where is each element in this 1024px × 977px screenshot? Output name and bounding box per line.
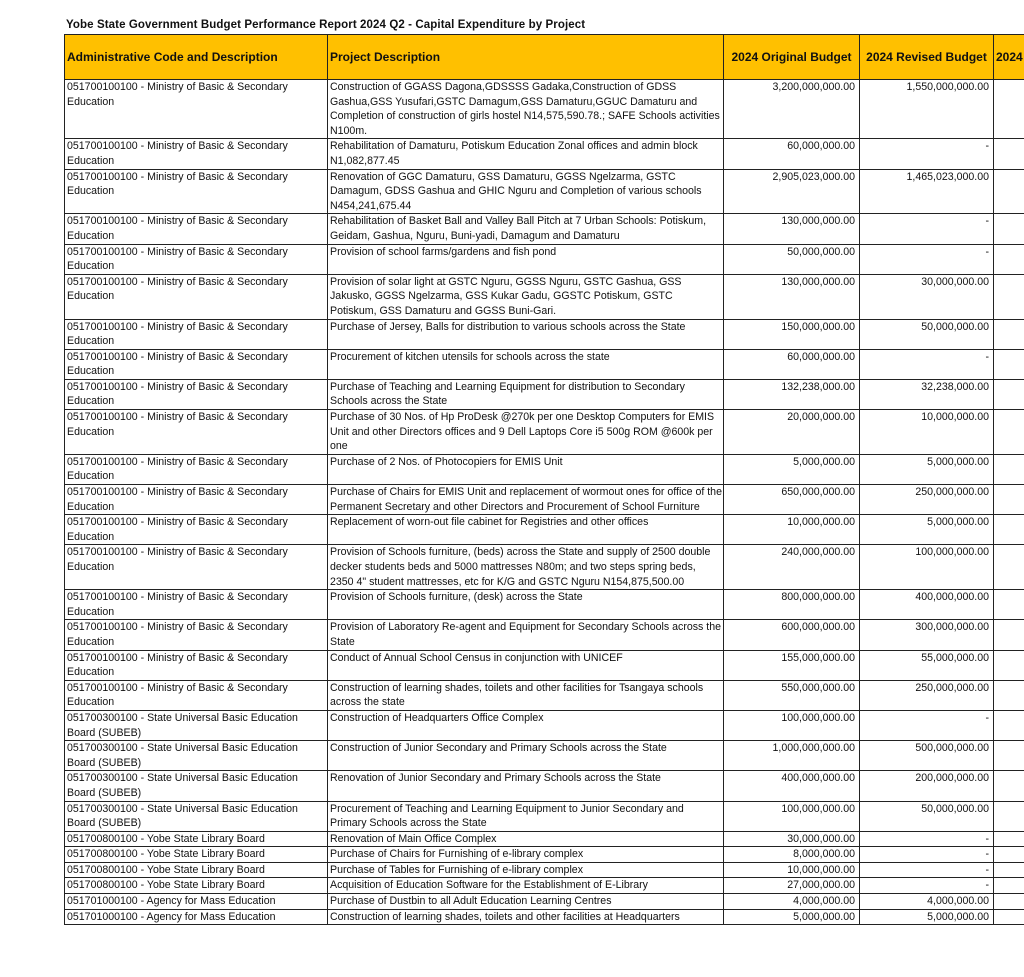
table-row bbox=[65, 680, 1024, 710]
original-budget-cell: 8,000,000.00 bbox=[724, 847, 860, 863]
project-description-cell: Purchase of Jersey, Balls for distribution to various schools across the State bbox=[328, 319, 724, 349]
column-header-2024-truncated: 2024 bbox=[994, 35, 1024, 80]
table-row bbox=[65, 485, 1024, 515]
truncated-column-cell bbox=[994, 894, 1024, 910]
original-budget-cell: 1,000,000,000.00 bbox=[724, 741, 860, 771]
admin-code-cell: 051700100100 - Ministry of Basic & Secondary Education bbox=[65, 244, 328, 274]
revised-budget-cell: 200,000,000.00 bbox=[860, 771, 994, 801]
original-budget-cell: 60,000,000.00 bbox=[724, 349, 860, 379]
truncated-column-cell bbox=[994, 801, 1024, 831]
project-description-cell: Renovation of GGC Damaturu, GSS Damaturu, GGSS Ngelzarma, GSTC Damagum, GDSS Gashua and GHIC Nguru and Completion of various schools N454,241,675.44 bbox=[328, 169, 724, 214]
truncated-column-cell bbox=[994, 620, 1024, 650]
revised-budget-cell: 1,465,023,000.00 bbox=[860, 169, 994, 214]
admin-code-cell: 051700800100 - Yobe State Library Board bbox=[65, 847, 328, 863]
project-description-cell: Construction of learning shades, toilets and other facilities for Tsangaya schools across the state bbox=[328, 680, 724, 710]
truncated-column-cell bbox=[994, 847, 1024, 863]
project-description-cell: Rehabilitation of Basket Ball and Valley Ball Pitch at 7 Urban Schools: Potiskum, Geidam, Gashua, Nguru, Buni-yadi, Damagum and Damaturu bbox=[328, 214, 724, 244]
admin-code-cell: 051700100100 - Ministry of Basic & Secondary Education bbox=[65, 139, 328, 169]
project-description-cell: Procurement of kitchen utensils for schools across the state bbox=[328, 349, 724, 379]
revised-budget-cell: 250,000,000.00 bbox=[860, 680, 994, 710]
admin-code-cell: 051700300100 - State Universal Basic Education Board (SUBEB) bbox=[65, 771, 328, 801]
truncated-column-cell bbox=[994, 379, 1024, 409]
original-budget-cell: 800,000,000.00 bbox=[724, 590, 860, 620]
admin-code-cell: 051700100100 - Ministry of Basic & Secondary Education bbox=[65, 410, 328, 455]
table-row bbox=[65, 894, 1024, 910]
original-budget-cell: 10,000,000.00 bbox=[724, 862, 860, 878]
revised-budget-cell: - bbox=[860, 878, 994, 894]
admin-code-cell: 051700100100 - Ministry of Basic & Secondary Education bbox=[65, 379, 328, 409]
project-description-cell: Provision of Schools furniture, (beds) across the State and supply of 2500 double decker students beds and 5000 mattresses N80m; and two steps spring beds, 2350 4" student mattresses, etc for K/G and GSTC Nguru N154,875,500.00 bbox=[328, 545, 724, 590]
column-header-revised-budget: 2024 Revised Budget bbox=[860, 35, 994, 80]
original-budget-cell: 5,000,000.00 bbox=[724, 454, 860, 484]
table-row bbox=[65, 379, 1024, 409]
truncated-column-cell bbox=[994, 169, 1024, 214]
revised-budget-cell: - bbox=[860, 831, 994, 847]
project-description-cell: Provision of Laboratory Re-agent and Equipment for Secondary Schools across the State bbox=[328, 620, 724, 650]
table-row bbox=[65, 454, 1024, 484]
truncated-column-cell bbox=[994, 878, 1024, 894]
truncated-column-cell bbox=[994, 710, 1024, 740]
admin-code-cell: 051700100100 - Ministry of Basic & Secondary Education bbox=[65, 650, 328, 680]
original-budget-cell: 50,000,000.00 bbox=[724, 244, 860, 274]
table-row bbox=[65, 590, 1024, 620]
original-budget-cell: 150,000,000.00 bbox=[724, 319, 860, 349]
project-description-cell: Provision of Schools furniture, (desk) across the State bbox=[328, 590, 724, 620]
admin-code-cell: 051700300100 - State Universal Basic Education Board (SUBEB) bbox=[65, 741, 328, 771]
original-budget-cell: 2,905,023,000.00 bbox=[724, 169, 860, 214]
revised-budget-cell: 400,000,000.00 bbox=[860, 590, 994, 620]
original-budget-cell: 30,000,000.00 bbox=[724, 831, 860, 847]
revised-budget-cell: 300,000,000.00 bbox=[860, 620, 994, 650]
column-header-admin-code: Administrative Code and Description bbox=[65, 35, 328, 80]
project-description-cell: Rehabilitation of Damaturu, Potiskum Education Zonal offices and admin block N1,082,877.45 bbox=[328, 139, 724, 169]
table-row bbox=[65, 274, 1024, 319]
project-description-cell: Provision of school farms/gardens and fish pond bbox=[328, 244, 724, 274]
project-description-cell: Acquisition of Education Software for the Establishment of E-Library bbox=[328, 878, 724, 894]
revised-budget-cell: 50,000,000.00 bbox=[860, 319, 994, 349]
table-row bbox=[65, 620, 1024, 650]
table-row bbox=[65, 319, 1024, 349]
project-description-cell: Provision of solar light at GSTC Nguru, GGSS Nguru, GSTC Gashua, GSS Jakusko, GGSS Ngelzarma, GSS Kukar Gadu, GGSTC Potiskum, GSTC Potiskum, GSS Damaturu and GGSS Buni-Gari. bbox=[328, 274, 724, 319]
project-description-cell: Purchase of Dustbin to all Adult Education Learning Centres bbox=[328, 894, 724, 910]
admin-code-cell: 051700800100 - Yobe State Library Board bbox=[65, 878, 328, 894]
original-budget-cell: 100,000,000.00 bbox=[724, 801, 860, 831]
original-budget-cell: 650,000,000.00 bbox=[724, 485, 860, 515]
project-description-cell: Purchase of 2 Nos. of Photocopiers for EMIS Unit bbox=[328, 454, 724, 484]
project-description-cell: Purchase of Chairs for EMIS Unit and replacement of wormout ones for office of the Permanent Secretary and other Directors and Procurement of School Furniture bbox=[328, 485, 724, 515]
column-header-project-description: Project Description bbox=[328, 35, 724, 80]
table-row bbox=[65, 244, 1024, 274]
original-budget-cell: 550,000,000.00 bbox=[724, 680, 860, 710]
admin-code-cell: 051700100100 - Ministry of Basic & Secondary Education bbox=[65, 620, 328, 650]
revised-budget-cell: - bbox=[860, 710, 994, 740]
table-row bbox=[65, 80, 1024, 139]
table-row bbox=[65, 847, 1024, 863]
admin-code-cell: 051700800100 - Yobe State Library Board bbox=[65, 862, 328, 878]
capital-expenditure-table bbox=[64, 34, 1024, 925]
revised-budget-cell: - bbox=[860, 214, 994, 244]
original-budget-cell: 3,200,000,000.00 bbox=[724, 80, 860, 139]
original-budget-cell: 4,000,000.00 bbox=[724, 894, 860, 910]
revised-budget-cell: - bbox=[860, 349, 994, 379]
project-description-cell: Purchase of 30 Nos. of Hp ProDesk @270k per one Desktop Computers for EMIS Unit and other Directors offices and 9 Dell Laptops Core i5 500g ROM @600k per one bbox=[328, 410, 724, 455]
project-description-cell: Purchase of Tables for Furnishing of e-library complex bbox=[328, 862, 724, 878]
revised-budget-cell: 5,000,000.00 bbox=[860, 454, 994, 484]
truncated-column-cell bbox=[994, 139, 1024, 169]
project-description-cell: Construction of Headquarters Office Complex bbox=[328, 710, 724, 740]
column-header-original-budget: 2024 Original Budget bbox=[724, 35, 860, 80]
admin-code-cell: 051700100100 - Ministry of Basic & Secondary Education bbox=[65, 80, 328, 139]
admin-code-cell: 051700100100 - Ministry of Basic & Secondary Education bbox=[65, 515, 328, 545]
truncated-column-cell bbox=[994, 590, 1024, 620]
revised-budget-cell: - bbox=[860, 862, 994, 878]
truncated-column-cell bbox=[994, 454, 1024, 484]
truncated-column-cell bbox=[994, 274, 1024, 319]
truncated-column-cell bbox=[994, 80, 1024, 139]
revised-budget-cell: 50,000,000.00 bbox=[860, 801, 994, 831]
truncated-column-cell bbox=[994, 771, 1024, 801]
admin-code-cell: 051700100100 - Ministry of Basic & Secondary Education bbox=[65, 214, 328, 244]
table-row bbox=[65, 650, 1024, 680]
revised-budget-cell: - bbox=[860, 244, 994, 274]
revised-budget-cell: 5,000,000.00 bbox=[860, 515, 994, 545]
truncated-column-cell bbox=[994, 349, 1024, 379]
revised-budget-cell: 32,238,000.00 bbox=[860, 379, 994, 409]
revised-budget-cell: 30,000,000.00 bbox=[860, 274, 994, 319]
original-budget-cell: 27,000,000.00 bbox=[724, 878, 860, 894]
admin-code-cell: 051701000100 - Agency for Mass Education bbox=[65, 894, 328, 910]
admin-code-cell: 051700300100 - State Universal Basic Education Board (SUBEB) bbox=[65, 801, 328, 831]
table-row bbox=[65, 801, 1024, 831]
truncated-column-cell bbox=[994, 319, 1024, 349]
table-row bbox=[65, 410, 1024, 455]
table-row bbox=[65, 831, 1024, 847]
admin-code-cell: 051700100100 - Ministry of Basic & Secondary Education bbox=[65, 454, 328, 484]
revised-budget-cell: 4,000,000.00 bbox=[860, 894, 994, 910]
project-description-cell: Construction of Junior Secondary and Primary Schools across the State bbox=[328, 741, 724, 771]
truncated-column-cell bbox=[994, 214, 1024, 244]
table-row bbox=[65, 214, 1024, 244]
admin-code-cell: 051700100100 - Ministry of Basic & Secondary Education bbox=[65, 274, 328, 319]
project-description-cell: Procurement of Teaching and Learning Equipment to Junior Secondary and Primary Schools across the State bbox=[328, 801, 724, 831]
original-budget-cell: 100,000,000.00 bbox=[724, 710, 860, 740]
original-budget-cell: 20,000,000.00 bbox=[724, 410, 860, 455]
revised-budget-cell: 1,550,000,000.00 bbox=[860, 80, 994, 139]
revised-budget-cell: 500,000,000.00 bbox=[860, 741, 994, 771]
table-row bbox=[65, 515, 1024, 545]
original-budget-cell: 5,000,000.00 bbox=[724, 909, 860, 925]
table-header-row bbox=[65, 35, 1024, 80]
admin-code-cell: 051700100100 - Ministry of Basic & Secondary Education bbox=[65, 319, 328, 349]
truncated-column-cell bbox=[994, 862, 1024, 878]
revised-budget-cell: 5,000,000.00 bbox=[860, 909, 994, 925]
truncated-column-cell bbox=[994, 909, 1024, 925]
original-budget-cell: 600,000,000.00 bbox=[724, 620, 860, 650]
original-budget-cell: 130,000,000.00 bbox=[724, 274, 860, 319]
table-row bbox=[65, 909, 1024, 925]
admin-code-cell: 051700100100 - Ministry of Basic & Secondary Education bbox=[65, 545, 328, 590]
revised-budget-cell: 55,000,000.00 bbox=[860, 650, 994, 680]
admin-code-cell: 051700100100 - Ministry of Basic & Secondary Education bbox=[65, 349, 328, 379]
table-body bbox=[65, 80, 1024, 925]
admin-code-cell: 051700100100 - Ministry of Basic & Secondary Education bbox=[65, 485, 328, 515]
project-description-cell: Purchase of Chairs for Furnishing of e-library complex bbox=[328, 847, 724, 863]
revised-budget-cell: 250,000,000.00 bbox=[860, 485, 994, 515]
admin-code-cell: 051701000100 - Agency for Mass Education bbox=[65, 909, 328, 925]
original-budget-cell: 10,000,000.00 bbox=[724, 515, 860, 545]
original-budget-cell: 60,000,000.00 bbox=[724, 139, 860, 169]
original-budget-cell: 130,000,000.00 bbox=[724, 214, 860, 244]
project-description-cell: Construction of GGASS Dagona,GDSSSS Gadaka,Construction of GDSS Gashua,GSS Yusufari,GSTC Damagum,GSS Damaturu,GGUC Damaturu and Completion of construction of girls hostel N14,575,590.78.; SAFE Schools activities N100m. bbox=[328, 80, 724, 139]
project-description-cell: Construction of learning shades, toilets and other facilities at Headquarters bbox=[328, 909, 724, 925]
revised-budget-cell: 10,000,000.00 bbox=[860, 410, 994, 455]
original-budget-cell: 132,238,000.00 bbox=[724, 379, 860, 409]
project-description-cell: Replacement of worn-out file cabinet for Registries and other offices bbox=[328, 515, 724, 545]
admin-code-cell: 051700800100 - Yobe State Library Board bbox=[65, 831, 328, 847]
table-row bbox=[65, 862, 1024, 878]
admin-code-cell: 051700300100 - State Universal Basic Education Board (SUBEB) bbox=[65, 710, 328, 740]
original-budget-cell: 155,000,000.00 bbox=[724, 650, 860, 680]
truncated-column-cell bbox=[994, 680, 1024, 710]
original-budget-cell: 400,000,000.00 bbox=[724, 771, 860, 801]
truncated-column-cell bbox=[994, 741, 1024, 771]
truncated-column-cell bbox=[994, 244, 1024, 274]
admin-code-cell: 051700100100 - Ministry of Basic & Secondary Education bbox=[65, 590, 328, 620]
truncated-column-cell bbox=[994, 650, 1024, 680]
project-description-cell: Renovation of Main Office Complex bbox=[328, 831, 724, 847]
truncated-column-cell bbox=[994, 485, 1024, 515]
table-row bbox=[65, 349, 1024, 379]
table-row bbox=[65, 771, 1024, 801]
truncated-column-cell bbox=[994, 410, 1024, 455]
table-row bbox=[65, 878, 1024, 894]
revised-budget-cell: - bbox=[860, 847, 994, 863]
table-row bbox=[65, 139, 1024, 169]
table-row bbox=[65, 169, 1024, 214]
truncated-column-cell bbox=[994, 545, 1024, 590]
project-description-cell: Conduct of Annual School Census in conjunction with UNICEF bbox=[328, 650, 724, 680]
revised-budget-cell: 100,000,000.00 bbox=[860, 545, 994, 590]
table-row bbox=[65, 710, 1024, 740]
project-description-cell: Purchase of Teaching and Learning Equipment for distribution to Secondary Schools across the State bbox=[328, 379, 724, 409]
admin-code-cell: 051700100100 - Ministry of Basic & Secondary Education bbox=[65, 169, 328, 214]
truncated-column-cell bbox=[994, 515, 1024, 545]
table-row bbox=[65, 741, 1024, 771]
truncated-column-cell bbox=[994, 831, 1024, 847]
table-row bbox=[65, 545, 1024, 590]
revised-budget-cell: - bbox=[860, 139, 994, 169]
project-description-cell: Renovation of Junior Secondary and Primary Schools across the State bbox=[328, 771, 724, 801]
original-budget-cell: 240,000,000.00 bbox=[724, 545, 860, 590]
admin-code-cell: 051700100100 - Ministry of Basic & Secondary Education bbox=[65, 680, 328, 710]
report-title: Yobe State Government Budget Performance Report 2024 Q2 - Capital Expenditure by Project bbox=[66, 19, 586, 31]
